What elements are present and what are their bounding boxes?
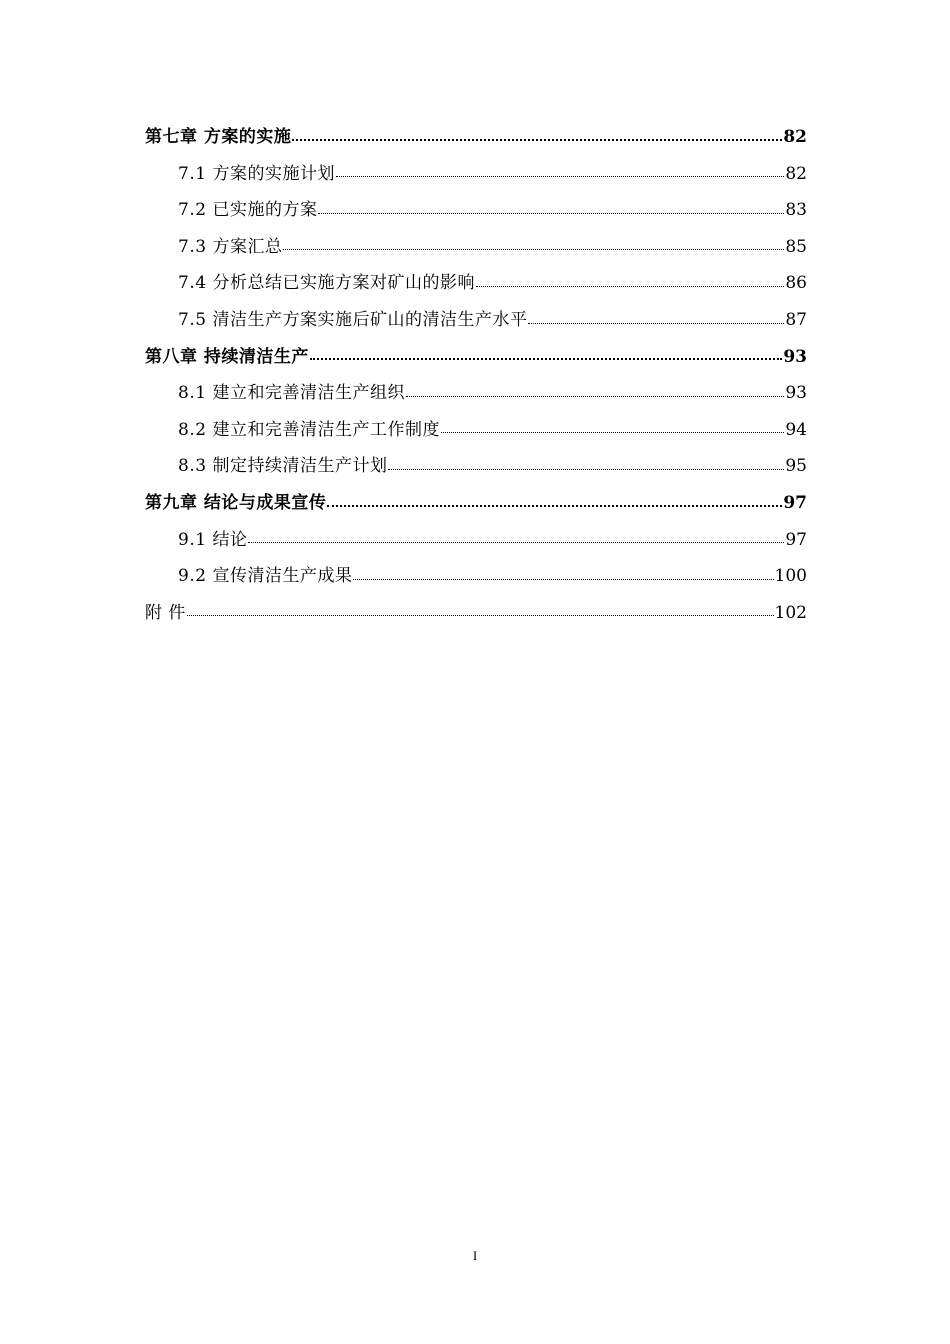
toc-entry-title: 第九章 结论与成果宣传 bbox=[145, 492, 327, 513]
toc-leader-dots bbox=[187, 614, 774, 616]
toc-entry-page: 93 bbox=[785, 383, 807, 404]
toc-entry-title: 9.2 宣传清洁生产成果 bbox=[178, 566, 353, 587]
toc-entry-title: 第八章 持续清洁生产 bbox=[145, 346, 309, 367]
toc-entry-title: 8.2 建立和完善清洁生产工作制度 bbox=[178, 419, 440, 440]
toc-entry-8-2[interactable] bbox=[145, 412, 807, 449]
toc-entry-page: 86 bbox=[785, 273, 807, 294]
toc-entry-page: 97 bbox=[785, 529, 807, 550]
table-of-contents bbox=[145, 119, 807, 631]
toc-entry-page: 82 bbox=[785, 163, 807, 184]
toc-leader-dots bbox=[318, 212, 784, 214]
page-number: I bbox=[472, 1248, 478, 1263]
toc-entry-title: 7.2 已实施的方案 bbox=[178, 200, 318, 221]
toc-entry-appendix[interactable] bbox=[145, 595, 807, 632]
toc-leader-dots bbox=[353, 578, 773, 580]
toc-entry-title: 第七章 方案的实施 bbox=[145, 127, 292, 147]
toc-leader-dots bbox=[406, 395, 784, 397]
toc-leader-dots bbox=[310, 357, 782, 360]
toc-leader-dots bbox=[327, 504, 782, 507]
toc-entry-chapter-9[interactable] bbox=[145, 485, 807, 522]
toc-leader-dots bbox=[388, 468, 784, 470]
toc-entry-8-3[interactable] bbox=[145, 448, 807, 485]
toc-entry-page: 102 bbox=[774, 602, 807, 623]
toc-entry-page: 85 bbox=[785, 236, 807, 257]
toc-leader-dots bbox=[441, 431, 784, 433]
toc-entry-chapter-7[interactable] bbox=[145, 119, 807, 156]
toc-entry-7-4[interactable] bbox=[145, 265, 807, 302]
toc-leader-dots bbox=[292, 138, 782, 141]
toc-entry-page: 87 bbox=[785, 309, 807, 330]
toc-entry-title: 7.3 方案汇总 bbox=[178, 236, 283, 257]
toc-entry-page: 94 bbox=[785, 419, 807, 440]
toc-leader-dots bbox=[283, 248, 784, 250]
toc-entry-7-1[interactable] bbox=[145, 156, 807, 193]
toc-entry-title: 7.1 方案的实施计划 bbox=[178, 163, 335, 184]
toc-leader-dots bbox=[528, 322, 784, 324]
toc-entry-title: 8.1 建立和完善清洁生产组织 bbox=[178, 383, 405, 404]
toc-entry-page: 95 bbox=[785, 456, 807, 477]
toc-entry-7-3[interactable] bbox=[145, 229, 807, 266]
toc-entry-page: 82 bbox=[783, 127, 807, 147]
toc-leader-dots bbox=[248, 541, 784, 543]
toc-entry-title: 7.4 分析总结已实施方案对矿山的影响 bbox=[178, 273, 475, 294]
toc-entry-page: 97 bbox=[783, 492, 807, 513]
toc-entry-9-2[interactable] bbox=[145, 558, 807, 595]
toc-entry-8-1[interactable] bbox=[145, 375, 807, 412]
toc-entry-page: 93 bbox=[783, 346, 807, 367]
toc-entry-chapter-8[interactable] bbox=[145, 339, 807, 376]
toc-entry-title: 9.1 结论 bbox=[178, 529, 248, 550]
toc-entry-page: 100 bbox=[774, 566, 807, 587]
toc-entry-title: 附 件 bbox=[145, 602, 186, 623]
toc-entry-7-2[interactable] bbox=[145, 192, 807, 229]
toc-leader-dots bbox=[476, 285, 784, 287]
toc-entry-title: 7.5 清洁生产方案实施后矿山的清洁生产水平 bbox=[178, 309, 528, 330]
toc-leader-dots bbox=[336, 175, 784, 177]
toc-entry-9-1[interactable] bbox=[145, 522, 807, 559]
toc-entry-title: 8.3 制定持续清洁生产计划 bbox=[178, 456, 388, 477]
toc-entry-7-5[interactable] bbox=[145, 302, 807, 339]
toc-entry-page: 83 bbox=[785, 200, 807, 221]
